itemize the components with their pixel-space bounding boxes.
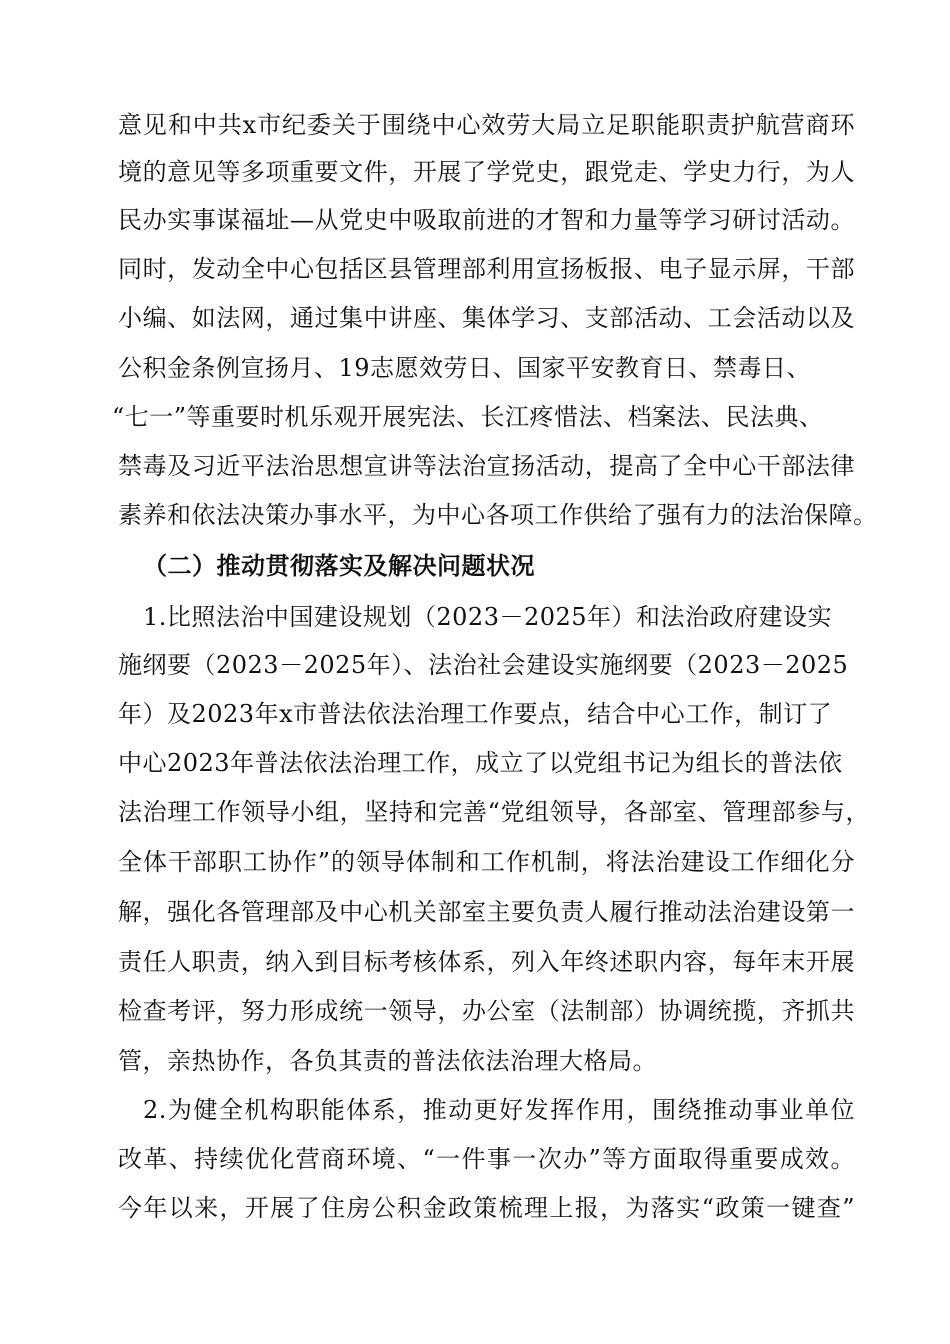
text-line: 法治理工作领导小组，坚持和完善“党组领导，各部室、管理部参与， — [118, 798, 870, 826]
text-line: 素养和依法决策办事水平，为中心各项工作供给了强有力的法治保障。 — [118, 501, 878, 529]
text-line: 中心2023年普法依法治理工作，成立了以党组书记为组长的普法依 — [118, 749, 843, 777]
text-line: 责任人职责，纳入到目标考核体系，列入年终述职内容，每年末开展 — [118, 948, 855, 976]
text-line: 同时，发动全中心包括区县管理部利用宣扬板报、电子显示屏，干部 — [118, 255, 855, 283]
text-line: “七一”等重要时机乐观开展宪法、长江疼惜法、档案法、民法典、 — [112, 403, 824, 431]
text-line: 改革、持续优化营商环境、“一件事一次办”等方面取得重要成效。 — [118, 1145, 855, 1173]
text-line: 境的意见等多项重要文件，开展了学党史，跟党走、学史力行，为人 — [118, 158, 855, 186]
text-line: 2.为健全机构职能体系，推动更好发挥作用，围绕推动事业单位 — [143, 1096, 855, 1124]
text-line: 禁毒及习近平法治思想宣讲等法治宣扬活动，提高了全中心干部法律 — [118, 452, 855, 480]
text-line: 全体干部职工协作”的领导体制和工作机制，将法治建设工作细化分 — [118, 848, 855, 876]
text-line: 解，强化各管理部及中心机关部室主要负责人履行推动法治建设第一 — [118, 898, 855, 926]
text-line: 民办实事谋福址—从党史中吸取前进的才智和力量等学习研讨活动。 — [118, 206, 855, 234]
text-line: 意见和中共x市纪委关于围绕中心效劳大局立足职能职责护航营商环 — [118, 111, 855, 139]
section-heading: （二）推动贯彻落实及解决问题状况 — [143, 552, 535, 580]
text-line: 年）及2023年x市普法依法治理工作要点，结合中心工作，制订了 — [118, 700, 833, 728]
text-line: 1.比照法治中国建设规划（2023－2025年）和法治政府建设实 — [143, 603, 833, 631]
text-line: 管，亲热协作，各负其责的普法依法治理大格局。 — [118, 1047, 657, 1075]
text-line: 检查考评，努力形成统一领导，办公室（法制部）协调统揽，齐抓共 — [118, 997, 855, 1025]
text-line: 公积金条例宣扬月、19志愿效劳日、国家平安教育日、禁毒日、 — [118, 354, 812, 382]
text-line: 小编、如法网，通过集中讲座、集体学习、支部活动、工会活动以及 — [118, 304, 855, 332]
text-line: 施纲要（2023－2025年）、法治社会建设实施纲要（2023－2025 — [118, 651, 849, 679]
text-line: 今年以来，开展了住房公积金政策梳理上报，为落实“政策一键查” — [118, 1194, 855, 1222]
